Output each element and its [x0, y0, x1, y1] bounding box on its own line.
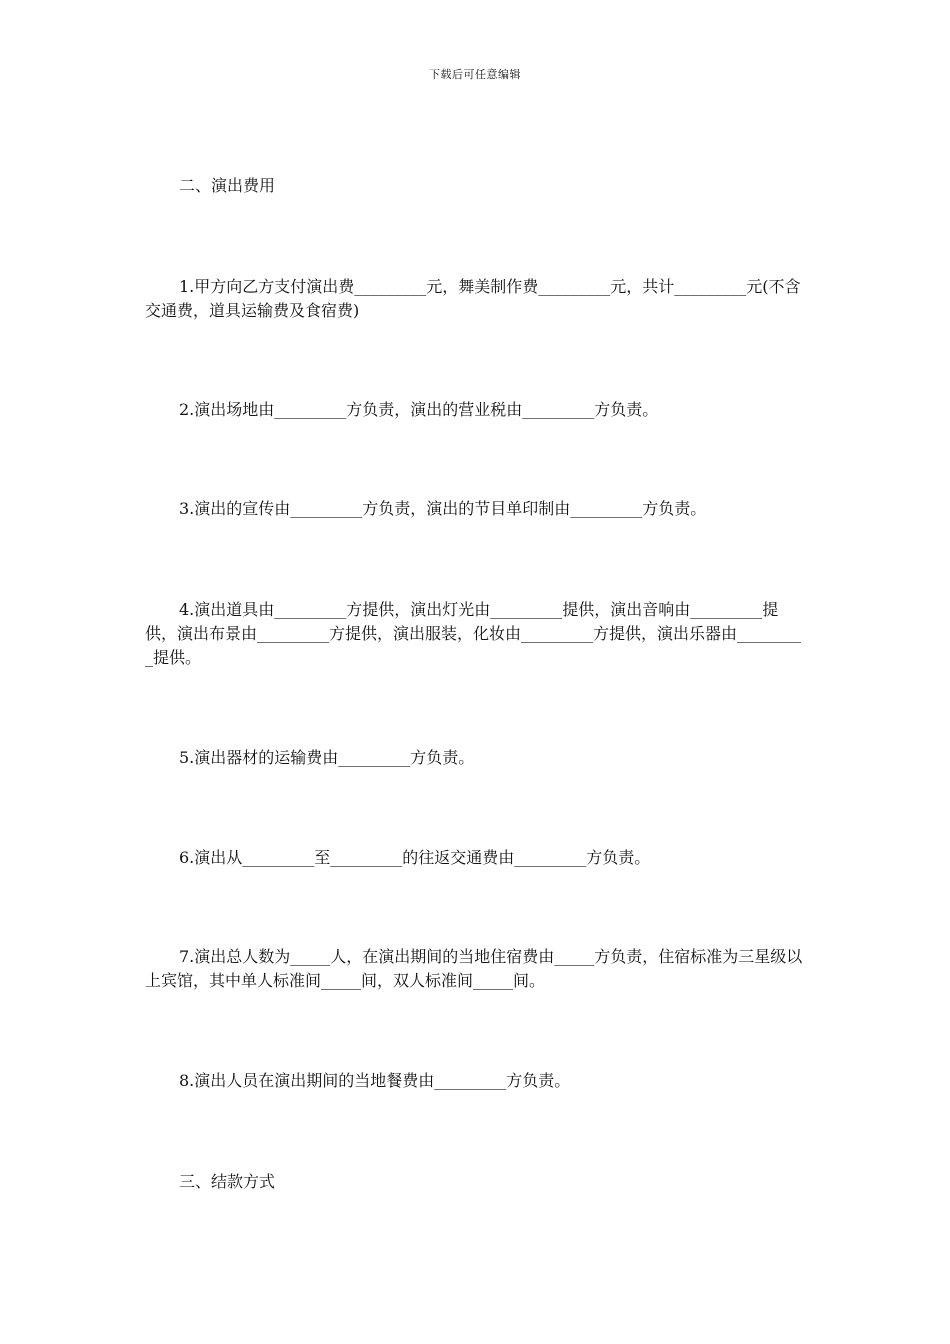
- clause-3: 3.演出的宣传由_________方负责，演出的节目单印制由_________方负责。: [179, 499, 707, 518]
- clause-7: 7.演出总人数为_____人，在演出期间的当地住宿费由_____方负责，住宿标准为三星级以上宾馆，其中单人标准间_____间，双人标准间_____间。: [145, 947, 803, 990]
- clause-2: 2.演出场地由_________方负责，演出的营业税由_________方负责。: [179, 400, 659, 419]
- clause-1: 1.甲方向乙方支付演出费_________元，舞美制作费_________元，共计_________元(不含交通费，道具运输费及食宿费): [145, 277, 801, 320]
- clause-8: 8.演出人员在演出期间的当地餐费由_________方负责。: [179, 1071, 571, 1090]
- clause-4: 4.演出道具由_________方提供，演出灯光由_________提供，演出音响由_________提供，演出布景由_________方提供，演出服装，化妆由_________方提供，演出乐器由_________提供。: [145, 600, 802, 667]
- clause-6: 6.演出从_________至_________的往返交通费由_________方负责。: [179, 848, 651, 867]
- section-heading-fees: 二、演出费用: [179, 176, 276, 195]
- section-heading-payment: 三、结款方式: [179, 1172, 276, 1191]
- clause-5: 5.演出器材的运输费由_________方负责。: [179, 748, 475, 767]
- page-header: 下载后可任意编辑: [429, 68, 521, 81]
